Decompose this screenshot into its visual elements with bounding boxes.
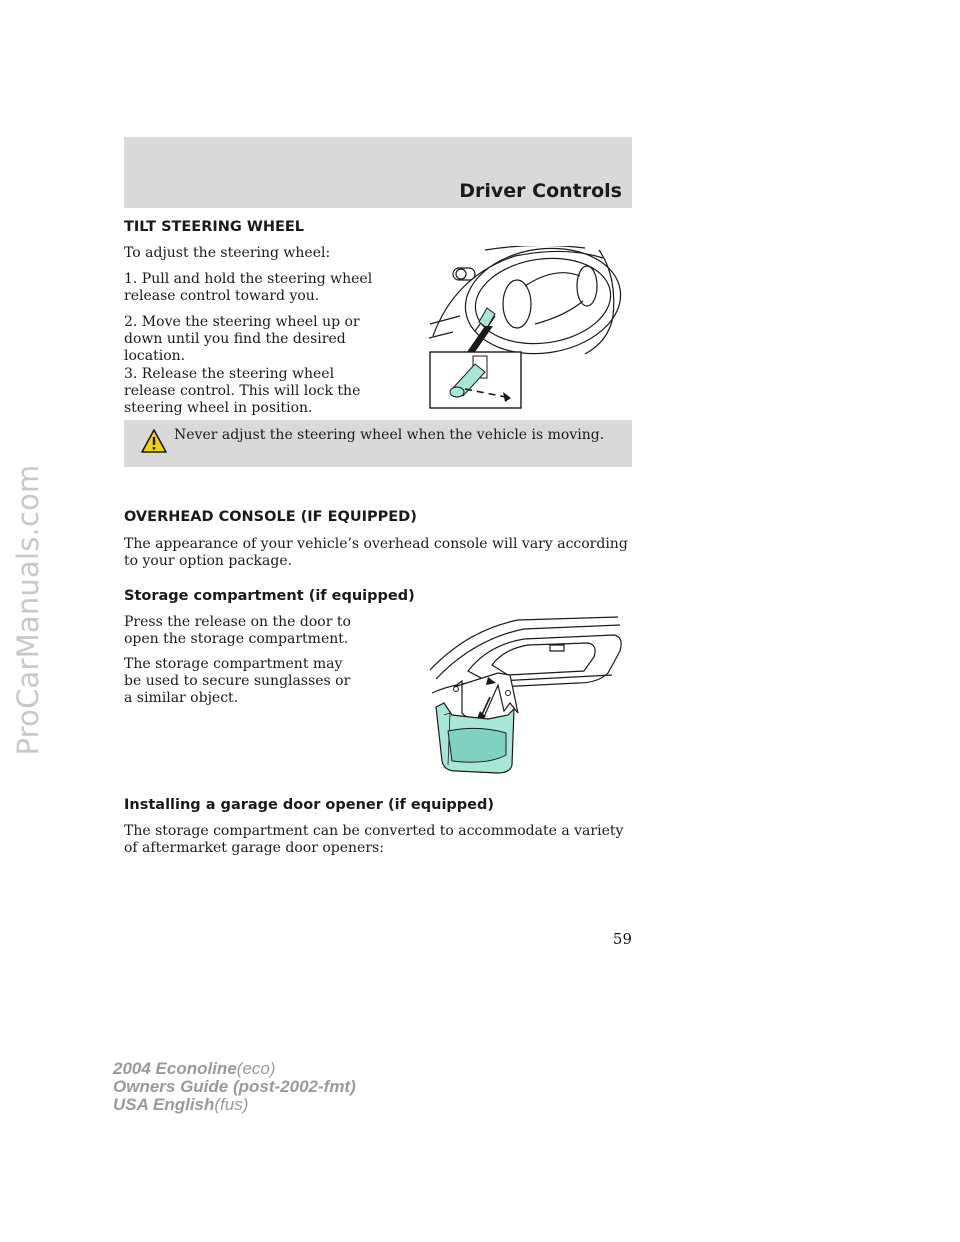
tilt-intro: To adjust the steering wheel: bbox=[124, 245, 331, 261]
storage-heading: Storage compartment (if equipped) bbox=[124, 588, 415, 604]
garage-opener-heading: Installing a garage door opener (if equipped) bbox=[124, 797, 495, 813]
footer-language-code: (fus) bbox=[214, 1095, 249, 1114]
watermark-text: ProCarManuals.com bbox=[11, 464, 45, 756]
steering-wheel-illustration bbox=[425, 246, 625, 410]
storage-paragraph-2: The storage compartment may be used to secure sunglasses or a similar object. bbox=[124, 656, 351, 706]
warning-box bbox=[124, 420, 632, 467]
tilt-step-1: 1. Pull and hold the steering wheel release control toward you. bbox=[124, 271, 373, 304]
overhead-console-heading: OVERHEAD CONSOLE (IF EQUIPPED) bbox=[124, 509, 417, 525]
footer-guide: Owners Guide (post-2002-fmt) bbox=[113, 1077, 356, 1096]
storage-paragraph-1: Press the release on the door to open the storage compartment. bbox=[124, 614, 351, 647]
garage-opener-text: The storage compartment can be converted to accommodate a variety of aftermarket garage door openers: bbox=[124, 823, 624, 856]
warning-triangle-icon bbox=[141, 429, 167, 453]
page-number: 59 bbox=[612, 930, 632, 948]
tilt-step-3: 3. Release the steering wheel release control. This will lock the steering wheel in position. bbox=[124, 366, 361, 416]
side-watermark bbox=[0, 330, 56, 890]
overhead-intro: The appearance of your vehicle’s overhead console will vary according to your option package. bbox=[124, 536, 628, 569]
document-footer bbox=[113, 1060, 356, 1114]
tilt-steering-heading: TILT STEERING WHEEL bbox=[124, 219, 305, 235]
tilt-step-2: 2. Move the steering wheel up or down until you find the desired location. bbox=[124, 314, 360, 364]
overhead-console-illustration bbox=[428, 615, 628, 777]
footer-model: 2004 Econoline bbox=[113, 1059, 237, 1078]
section-header-band bbox=[124, 137, 632, 208]
footer-language: USA English bbox=[113, 1095, 215, 1114]
warning-text: Never adjust the steering wheel when the vehicle is moving. bbox=[174, 427, 605, 443]
section-title: Driver Controls bbox=[459, 180, 622, 202]
footer-model-code: (eco) bbox=[236, 1059, 276, 1078]
